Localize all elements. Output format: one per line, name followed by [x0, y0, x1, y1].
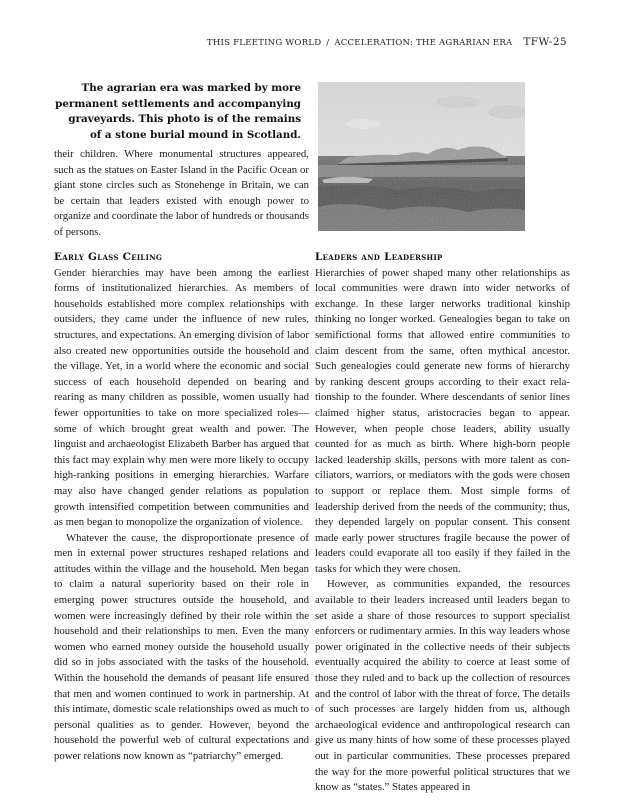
left-column-continuation — [54, 147, 309, 241]
section-heading: Early Glass Ceiling — [54, 251, 163, 263]
continuation-paragraph: their children. Where monumental structures appeared, such as the statues on Easter Island in the Pacific Ocean or giant stone circles such as Stonehenge in Britain, we can be certain that leaders existed with enough power to organize and coordinate the labor of hundreds or thousands of persons. — [54, 148, 309, 238]
section-leaders-and-leadership — [315, 250, 570, 796]
section-heading: Leaders and Leadership — [315, 251, 443, 263]
body-paragraph: Gender hierarchies may have been among the earliest forms of institutionalized hierarchies. As members of households established more complex relationships with outsiders, they came under the influence of new rules, structures, and expectations. An emerging division of labor also created new opportunities outside the household and the village. Yet, in a world where the economic and social success of each household depended on bearing and rearing as many children as possible, women usually had fewer opportunities to take on more specialized roles—some of which brought great wealth and power. The linguist and archaeologist Elizabeth Barber has argued that this fact may explain why men were more likely to occupy high-ranking positions in emerging hierarchies. Warfare may also have changed gender relations as population growth intensified competition between communities and as men began to monopolize the organization of violence. — [54, 266, 309, 529]
body-paragraph: However, as communities expanded, the resources available to their leaders increased until leaders began to set aside a share of those resources to support specialist enforcers or rudimentary armies. In this way leaders whose power originated in the collective needs of their subjects eventually acquired the ability to coerce at least some of those they ruled and to back up the collection of resources and the control of labor with the threat of force. The details of such processes are largely hidden from us, although archaeological evidence and anthropological research can give us many hints of how some of these processes played out in particular communities. These processes prepared the way for the more powerful political structures that we know as “states.” States appeared in — [315, 578, 570, 794]
running-head-book-title: THIS FLEETING WORLD — [206, 38, 322, 48]
body-paragraph: Hierarchies of power shaped many other relationships as local communities were drawn into wider networks of exchange. In these larger networks traditional kinship thinking no longer worked. Genealogies began to take on semifictional forms that allowed entire communities to claim descent from the same, often mythical ancestor. Such genealogies could generate new forms of hierarchy by ranking descent groups according to their exact relationship to the founder. Where descendants of senior lines claimed higher status, aristocracies began to appear. However, when people chose leaders, ability usually counted for as much as birth. Where high-born people lacked leadership skills, persons with more talent as conciliators, warriors, or mediators with the gods were chosen to support or replace them. Most simple forms of leadership derived from the needs of the community; thus, they depended largely on popular consent. This consent made early power structures fragile because the power of leaders could evaporate all too easily if they failed in the tasks for which they were chosen. — [315, 266, 570, 575]
burial-mound-photo — [318, 82, 525, 231]
running-head-separator: / — [326, 38, 330, 48]
body-paragraph: Whatever the cause, the disproportionate presence of men in external power structures reshaped relations and attitudes within the village and the household. Men began to claim a natural superiority based on their role in emerging power structures outside the household, and women were increasingly defined by their role within the household and their relationships to men. Even the many women who earned money outside the household usually did so in jobs associated with the tasks of the household. Within the household the demands of peasant life ensured that men and women continued to work in partnership. At this intimate, domestic scale relationships owed as much to personal qualities as to gender. However, beyond the household the powerful web of cultural expectations and power relations now known as “patriarchy” emerged. — [54, 531, 309, 762]
running-head — [207, 36, 567, 48]
section-early-glass-ceiling — [54, 250, 309, 765]
figure-caption: The agrarian era was marked by more permanent settlements and accompanying graveyards. This photo is of the remains of a stone burial mound in Scotland. — [55, 82, 301, 141]
running-head-chapter-title: ACCELERATION: THE AGRARIAN ERA — [334, 38, 513, 48]
page-number: TFW-25 — [523, 36, 567, 48]
photo-image — [318, 82, 525, 231]
